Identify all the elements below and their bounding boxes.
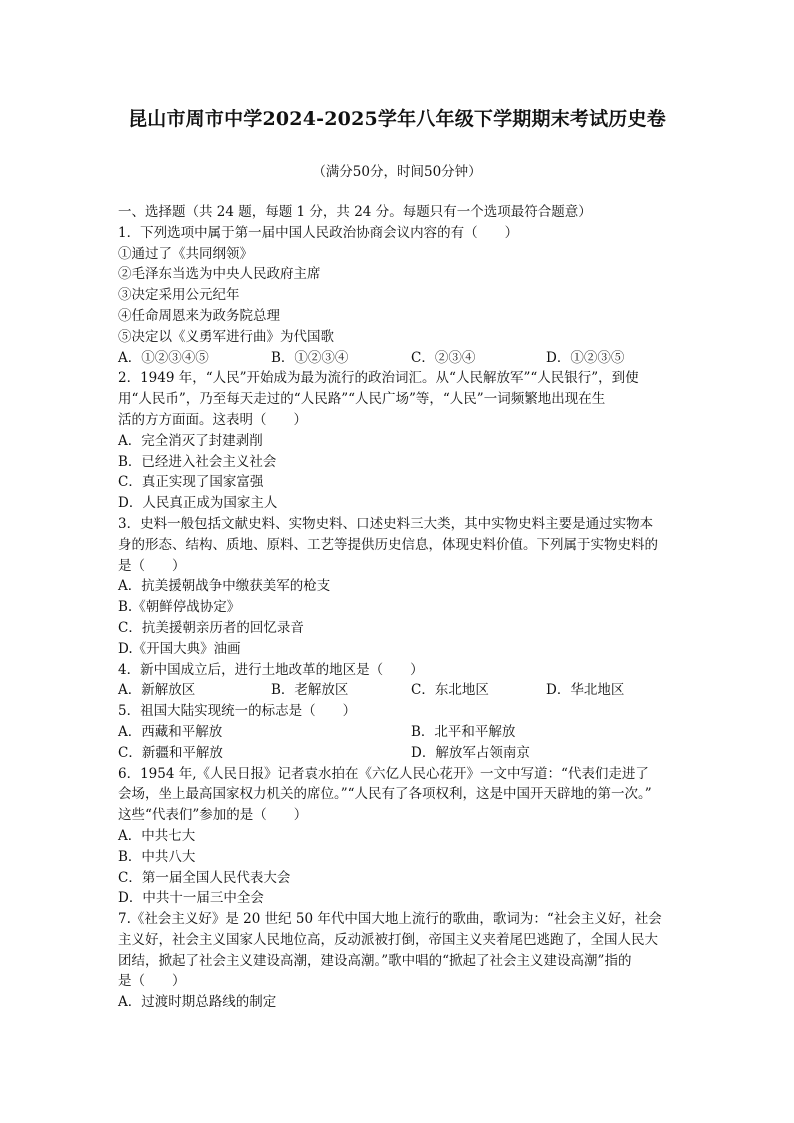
option-a: A．新解放区: [118, 682, 196, 699]
option-c: C．抗美援朝亲历者的回忆录音: [118, 619, 304, 636]
question-2-stem: 用“人民币”，乃至每天走过的“人民路”“人民广场”等，“人民”一词频繁地出现在生: [118, 391, 606, 408]
exam-content: [118, 202, 688, 1013]
question-1-item: ④任命周恩来为政务院总理: [118, 307, 280, 324]
question-3-stem: 3．史料一般包括文献史料、实物史料、口述史料三大类，其中实物史料主要是通过实物本: [118, 515, 654, 532]
question-7-stem: 是（ ）: [118, 973, 186, 990]
question-6-stem: 这些“代表们”参加的是（ ）: [118, 807, 308, 824]
question-1-item: ③决定采用公元纪年: [118, 287, 240, 304]
question-4-options: [118, 680, 688, 701]
question-1-item: ⑤决定以《义勇军进行曲》为代国歌: [118, 328, 334, 345]
option-b: B.《朝鲜停战协定》: [118, 599, 241, 616]
question-7-stem: 团结，掀起了社会主义建设高潮，建设高潮。”歌中唱的“掀起了社会主义建设高潮”指的: [118, 952, 632, 969]
option-c: C．东北地区: [411, 682, 489, 699]
option-c: C．新疆和平解放: [118, 744, 223, 761]
option-b: B．北平和平解放: [411, 723, 516, 740]
option-a: A．①②③④⑤: [118, 349, 209, 366]
option-b: B．中共八大: [118, 848, 196, 865]
option-a: A．完全消灭了封建剥削: [118, 432, 263, 449]
question-3-stem: 身的形态、结构、质地、原料、工艺等提供历史信息，体现史料价值。下列属于实物史料的: [118, 536, 658, 553]
question-1-item: ①通过了《共同纲领》: [118, 245, 253, 262]
option-a: A．中共七大: [118, 827, 196, 844]
exam-subtitle: （满分50分，时间50分钟）: [312, 164, 482, 180]
option-c: C．第一届全国人民代表大会: [118, 869, 291, 886]
question-1-options: [118, 348, 688, 369]
section-header: 一、选择题（共 24 题，每题 1 分，共 24 分。每题只有一个选项最符合题意）: [118, 204, 592, 220]
question-7-stem: 7.《社会主义好》是 20 世纪 50 年代中国大地上流行的歌曲，歌词为：“社会主义好，社会: [118, 911, 662, 928]
question-5-stem: 5．祖国大陆实现统一的标志是（ ）: [118, 703, 357, 720]
exam-title: 昆山市周市中学2024-2025学年八年级下学期期末考试历史卷: [128, 108, 666, 130]
option-d: D．中共十一届三中全会: [118, 890, 264, 907]
question-2-stem: 活的方方面面。这表明（ ）: [118, 411, 307, 428]
question-2-stem: 2．1949 年，“人民”开始成为最为流行的政治词汇。从“人民解放军”“人民银行”，到使: [118, 370, 639, 387]
option-d: D．人民真正成为国家主人: [118, 495, 278, 512]
question-1-item: ②毛泽东当选为中央人民政府主席: [118, 266, 321, 283]
option-d: D.《开国大典》油画: [118, 640, 241, 657]
question-5-options-row-1: [118, 722, 688, 743]
option-a: A．西藏和平解放: [118, 723, 223, 740]
question-6-stem: 6．1954 年,《人民日报》记者袁水拍在《六亿人民心花开》一文中写道：“代表们走进了: [118, 765, 649, 782]
option-c: C．②③④: [411, 349, 476, 366]
option-d: D．解放军占领南京: [411, 744, 530, 761]
question-5-options-row-2: [118, 743, 688, 764]
option-b: B．老解放区: [271, 682, 349, 699]
option-b: B．已经进入社会主义社会: [118, 453, 277, 470]
question-6-stem: 会场，坐上最高国家权力机关的席位。”“人民有了各项权利，这是中国开天辟地的第一次。”: [118, 786, 652, 803]
question-7-stem: 主义好，社会主义国家人民地位高，反动派被打倒，帝国主义夹着尾巴逃跑了，全国人民大: [118, 931, 658, 948]
question-1-stem: 1．下列选项中属于第一届中国人民政治协商会议内容的有（ ）: [118, 224, 519, 241]
option-a: A．抗美援朝战争中缴获美军的枪支: [118, 578, 331, 595]
option-a: A．过渡时期总路线的制定: [118, 994, 277, 1011]
option-b: B．①②③④: [271, 349, 349, 366]
option-c: C．真正实现了国家富强: [118, 474, 264, 491]
option-d: D．①②③⑤: [546, 349, 625, 366]
question-3-stem: 是（ ）: [118, 557, 186, 574]
option-d: D．华北地区: [546, 682, 625, 699]
question-4-stem: 4．新中国成立后，进行土地改革的地区是（ ）: [118, 661, 424, 678]
